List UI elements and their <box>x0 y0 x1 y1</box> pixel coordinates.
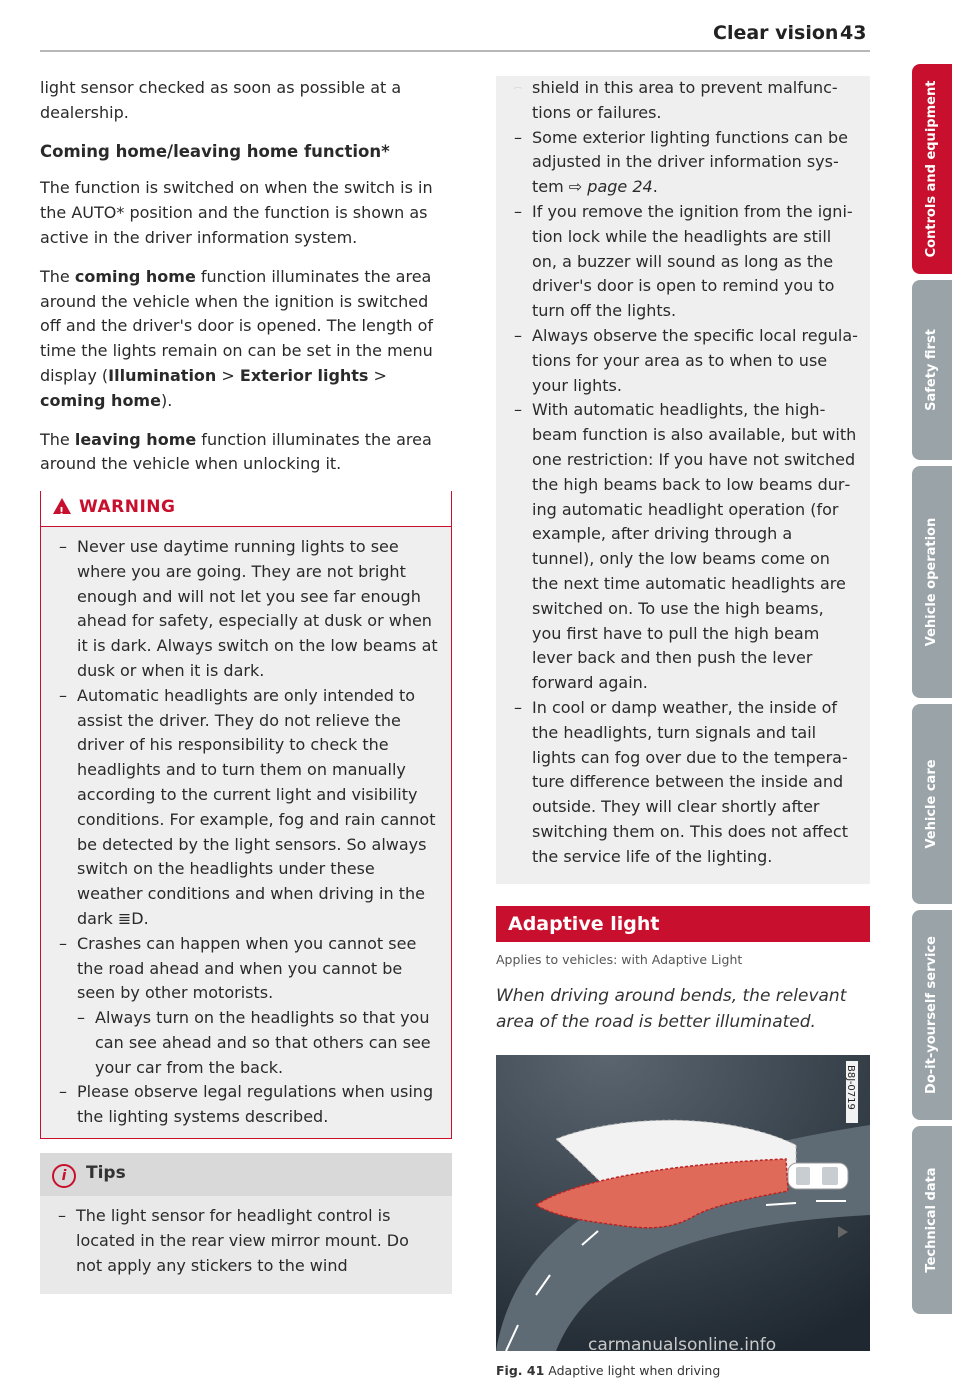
page-number: 43 <box>840 22 867 44</box>
tips-continued <box>496 76 870 884</box>
figure-label: Fig. 41 <box>496 1363 545 1379</box>
section-intro: When driving around bends, the relevant area of the road is better illuminated. <box>496 986 847 1033</box>
tips-header <box>40 1153 452 1196</box>
warning-item: – Automatic headlights are only intended to assist the driver. They do not relieve the driver of his responsibility to check the headlights and to turn them on manually according to the current light and visibility conditions. For example, fog and rain cannot be detected by the light sensors. So always switch on the headlights under these weather conditions and when driving in the dark ≣D. <box>53 684 439 932</box>
tips-item: – Always observe the specific local regulations for your area as to when to use your lights. <box>508 324 858 398</box>
subheading-coming-home: Coming home/leaving home function* <box>40 141 390 161</box>
left-column <box>40 76 452 1294</box>
tips-title: Tips <box>86 1163 126 1184</box>
tab-safety-first[interactable]: Safety first <box>912 280 952 460</box>
paragraph-leaving-home: The leaving home function illuminates the area around the vehicle when unlocking it. <box>40 429 432 474</box>
warning-box <box>40 491 452 1139</box>
tips-item: – Some exterior lighting functions can be adjusted in the driver information system ⇨ page 24. <box>508 126 858 200</box>
running-header: Clear vision <box>713 22 839 44</box>
page-reference-link[interactable]: ⇨ page 24 <box>568 177 653 197</box>
watermark: carmanualsonline.info <box>588 1335 777 1355</box>
tips-body <box>40 1196 452 1294</box>
tab-do-it-yourself-service[interactable]: Do-it-yourself service <box>912 910 952 1120</box>
warning-item: – Please observe legal regulations when using the lighting systems described. <box>53 1080 439 1130</box>
warning-body <box>41 527 451 1138</box>
paragraph-auto-switch: The function is switched on when the switch is in the AUTO* position and the function is shown as active in the driver information system. <box>40 178 433 247</box>
tips-item-cont: – – shield in this area to prevent malfunctions or failures. <box>508 76 858 126</box>
adaptive-light-illustration <box>496 1055 870 1351</box>
tips-item: – With automatic headlights, the highbeam function is also available, but with one restriction: If you have not switched the high beams back to low beams during automatic headlight operation (for example, after driving through a tunnel), only the low beams come on the next time automatic headlights are switched on. To use the high beams, you first have to pull the high beam lever back and then push the lever forward again. <box>508 398 858 696</box>
warning-subitem: – Always turn on the headlights so that you can see ahead and so that others can see your car from the back. <box>53 1006 439 1080</box>
headlight-symbol-icon: ≣D <box>117 908 144 928</box>
section-title-adaptive-light: Adaptive light <box>496 906 870 943</box>
warning-triangle-icon <box>53 498 71 514</box>
tips-item: – In cool or damp weather, the inside of the headlights, turn signals and tail lights can fog over due to the temperature difference between the inside and outside. They will clear shortly after switching them on. This does not affect the service life of the lighting. <box>508 696 858 870</box>
paragraph-coming-home: The coming home function illuminates the area around the vehicle when the ignition is switched off and the driver's door is opened. The length of time the lights remain on can be set in the menu display (Illumination > Exterior lights > coming home). <box>40 266 434 410</box>
warning-item: – Never use daytime running lights to see where you are going. They are not bright enough and will not let you see far enough ahead for safety, especially at dusk or when it is dark. Always switch on the low beams at dusk or when it is dark. <box>53 535 439 684</box>
continued-paragraph: light sensor checked as soon as possible at a dealership. <box>40 78 402 122</box>
tab-vehicle-operation[interactable]: Vehicle operation <box>912 466 952 698</box>
info-icon: i <box>52 1164 76 1188</box>
warning-header <box>41 491 451 527</box>
tips-item: – The light sensor for headlight control is located in the rear view mirror mount. Do not apply any stickers to the wind <box>52 1204 440 1278</box>
header-rule <box>40 50 870 52</box>
tab-technical-data[interactable]: Technical data <box>912 1126 952 1314</box>
tab-vehicle-care[interactable]: Vehicle care <box>912 704 952 904</box>
figure-caption: Fig. 41 Adaptive light when driving <box>496 1363 721 1379</box>
warning-item: – Crashes can happen when you cannot see the road ahead and when you cannot be seen by other motorists. <box>53 932 439 1006</box>
tab-controls-and-equipment[interactable]: Controls and equipment <box>912 64 952 274</box>
figure-adaptive-light <box>496 1055 870 1351</box>
right-column <box>496 76 870 1384</box>
tips-box <box>40 1153 452 1294</box>
continue-arrow-icon <box>838 1226 848 1238</box>
tips-item: – If you remove the ignition from the ignition lock while the headlights are still on, a buzzer will sound as long as the driver's door is open to remind you to turn off the lights. <box>508 200 858 324</box>
warning-title: WARNING <box>79 497 176 518</box>
applies-to: Applies to vehicles: with Adaptive Light <box>496 952 743 968</box>
figure-code: B8J-0719 <box>845 1065 856 1110</box>
